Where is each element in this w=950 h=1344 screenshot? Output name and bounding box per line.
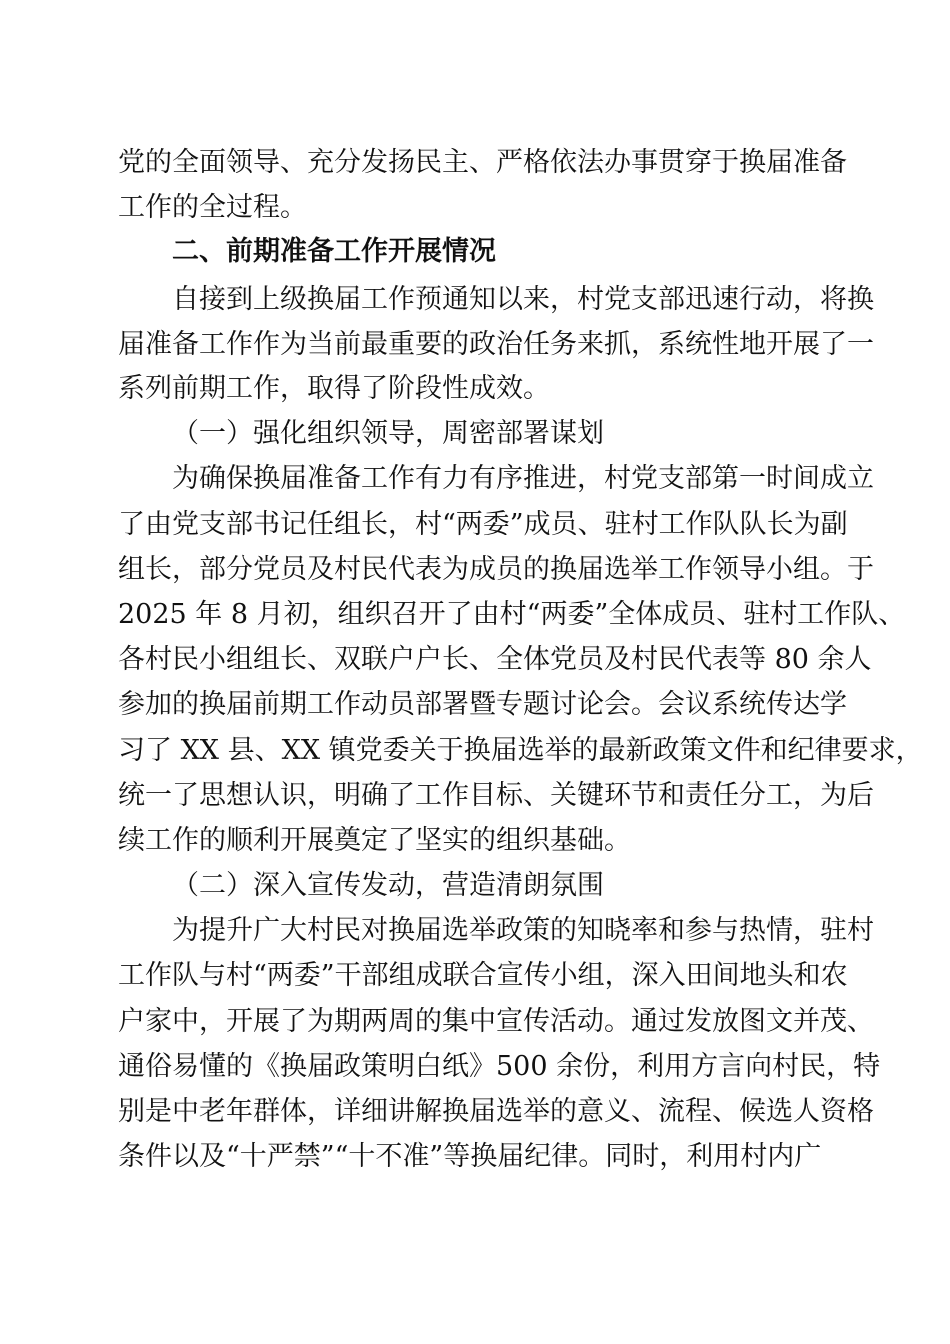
paragraph-first-line: 为提升广大村民对换届选举政策的知晓率和参与热情，驻村 [172, 915, 874, 946]
body-text-line: 2025 年 8 月初，组织召开了由村“两委”全体成员、驻村工作队、 [118, 599, 906, 630]
paragraph-first-line: 为确保换届准备工作有力有序推进，村党支部第一时间成立 [172, 463, 874, 494]
subsection-heading: （二）深入宣传发动，营造清朗氛围 [172, 870, 604, 901]
section-heading: 二、前期准备工作开展情况 [172, 236, 496, 267]
body-text-line: 工作的全过程。 [118, 192, 307, 223]
body-text-line: 届准备工作作为当前最重要的政治任务来抓，系统性地开展了一 [118, 329, 874, 360]
paragraph-first-line: 自接到上级换届工作预通知以来，村党支部迅速行动，将换 [172, 284, 874, 315]
body-text-line: 党的全面领导、充分发扬民主、严格依法办事贯穿于换届准备 [118, 147, 847, 178]
body-text-line: 工作队与村“两委”干部组成联合宣传小组，深入田间地头和农 [118, 960, 848, 991]
body-text-line: 统一了思想认识，明确了工作目标、关键环节和责任分工，为后 [118, 780, 874, 811]
body-text-line: 系列前期工作，取得了阶段性成效。 [118, 373, 550, 404]
body-text-line: 了由党支部书记任组长，村“两委”成员、驻村工作队队长为副 [118, 509, 848, 540]
body-text-line: 别是中老年群体，详细讲解换届选举的意义、流程、候选人资格 [118, 1096, 874, 1127]
body-text-line: 各村民小组组长、双联户户长、全体党员及村民代表等 80 余人 [118, 644, 872, 675]
body-text-line: 续工作的顺利开展奠定了坚实的组织基础。 [118, 825, 631, 856]
body-text-line: 户家中，开展了为期两周的集中宣传活动。通过发放图文并茂、 [118, 1006, 874, 1037]
body-text-line: 组长，部分党员及村民代表为成员的换届选举工作领导小组。于 [118, 554, 874, 585]
body-text-line: 条件以及“十严禁”“十不准”等换届纪律。同时，利用村内广 [118, 1141, 822, 1172]
body-text-line: 通俗易懂的《换届政策明白纸》500 余份，利用方言向村民，特 [118, 1051, 881, 1082]
subsection-heading: （一）强化组织领导，周密部署谋划 [172, 418, 604, 449]
body-text-line: 习了 XX 县、XX 镇党委关于换届选举的最新政策文件和纪律要求， [118, 735, 923, 766]
body-text-line: 参加的换届前期工作动员部署暨专题讨论会。会议系统传达学 [118, 689, 847, 720]
